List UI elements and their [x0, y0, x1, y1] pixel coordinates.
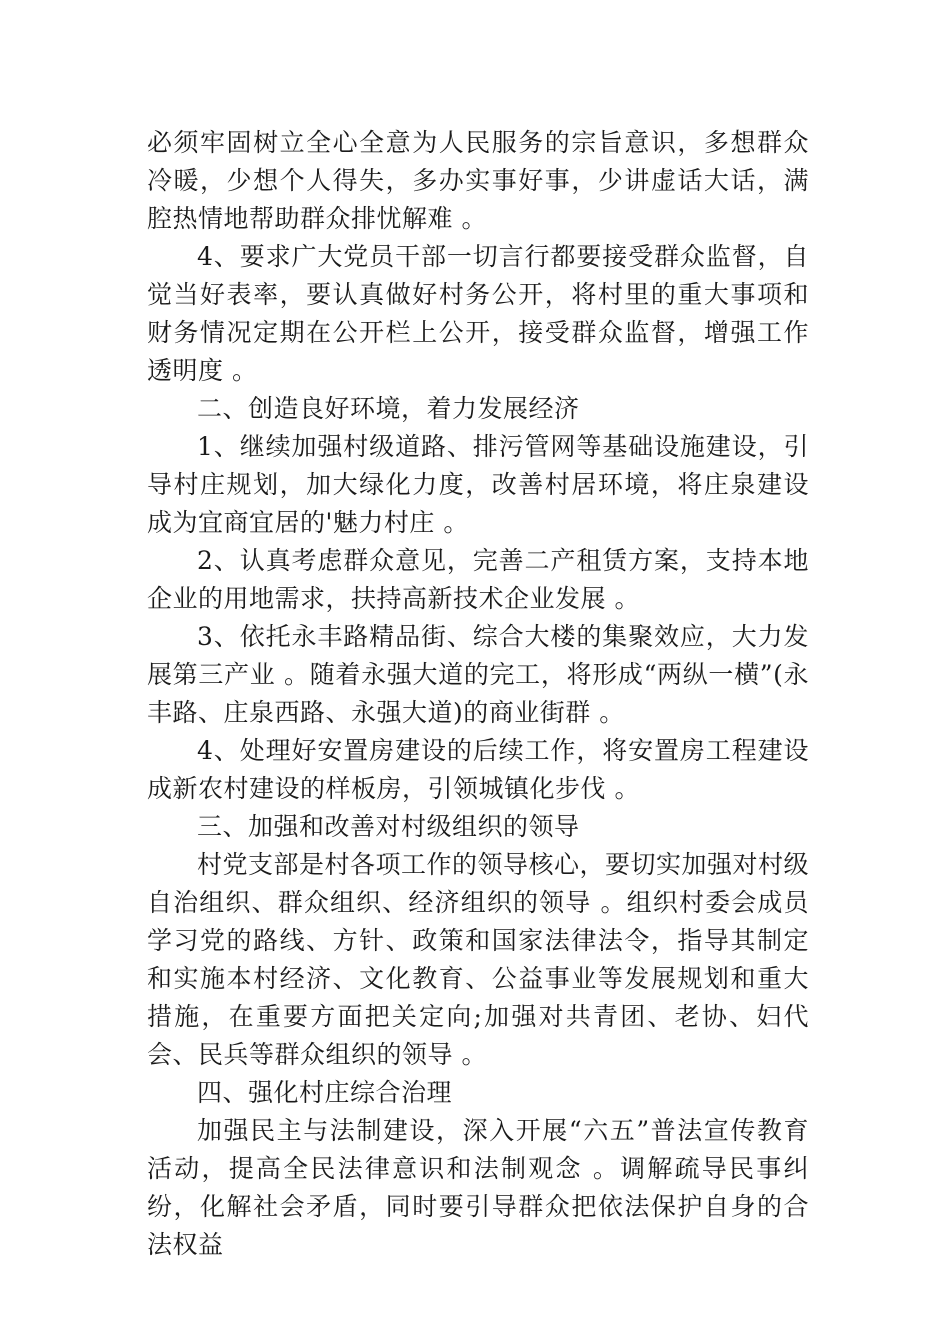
section-heading-4: 四、强化村庄综合治理 [197, 1078, 453, 1107]
paragraph-3: 1、继续加强村级道路、排污管网等基础设施建设，引导村庄规划，加大绿化力度，改善村居环境，将庄泉建设成为宜商宜居的'魅力村庄 。 [147, 432, 809, 537]
paragraph-5: 3、依托永丰路精品街、综合大楼的集聚效应，大力发展第三产业 。随着永强大道的完工，将形成“两纵一横”(永丰路、庄泉西路、永强大道)的商业街群 。 [147, 622, 809, 727]
paragraph-1: 必须牢固树立全心全意为人民服务的宗旨意识，多想群众冷暖，少想个人得失，多办实事好事，少讲虚话大话，满腔热情地帮助群众排忧解难 。 [147, 128, 809, 233]
paragraph-8: 加强民主与法制建设，深入开展“六五”普法宣传教育活动，提高全民法律意识和法制观念 。调解疏导民事纠纷，化解社会矛盾，同时要引导群众把依法保护自身的合法权益 [147, 1116, 809, 1259]
section-heading-2: 二、创造良好环境，着力发展经济 [197, 394, 580, 423]
paragraph-4: 2、认真考虑群众意见，完善二产租赁方案，支持本地企业的用地需求，扶持高新技术企业发展 。 [147, 546, 809, 613]
paragraph-2: 4、要求广大党员干部一切言行都要接受群众监督，自觉当好表率，要认真做好村务公开，将村里的重大事项和财务情况定期在公开栏上公开，接受群众监督，增强工作透明度 。 [147, 242, 809, 385]
paragraph-7: 村党支部是村各项工作的领导核心，要切实加强对村级自治组织、群众组织、经济组织的领导 。组织村委会成员学习党的路线、方针、政策和国家法律法令，指导其制定和实施本村经济、文化教育、公益事业等发展规划和重大措施，在重要方面把关定向;加强对共青团、老协、妇代会、民兵等群众组织的领导 。 [147, 850, 810, 1069]
document-body [147, 124, 809, 1264]
section-heading-3: 三、加强和改善对村级组织的领导 [197, 812, 580, 841]
paragraph-6: 4、处理好安置房建设的后续工作，将安置房工程建设成新农村建设的样板房，引领城镇化步伐 。 [147, 736, 809, 803]
